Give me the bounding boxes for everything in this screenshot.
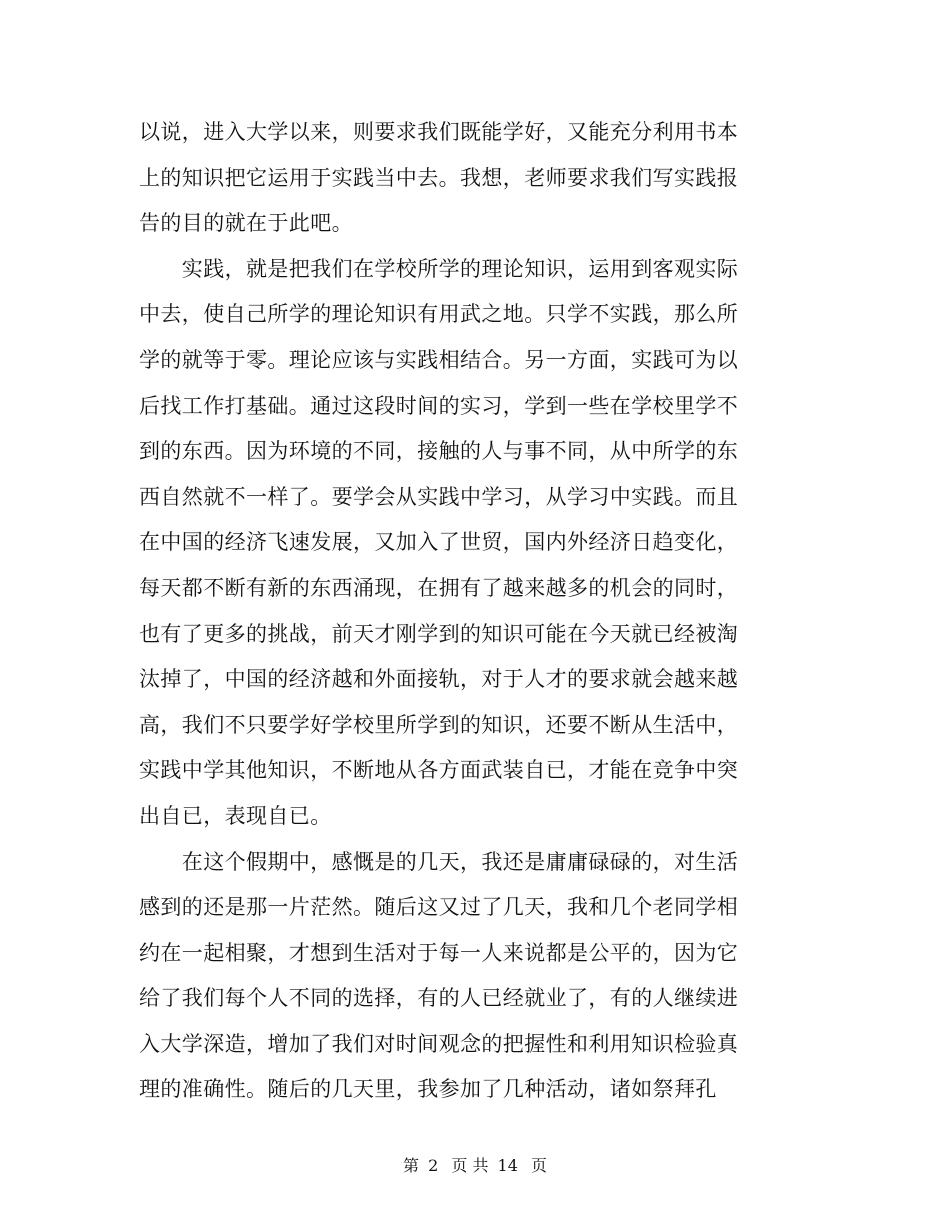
text-line: 实践中学其他知识，不断地从各方面武装自已，才能在竞争中突	[139, 758, 739, 783]
text-line: 上的知识把它运用于实践当中去。我想，老师要求我们写实践报	[139, 165, 739, 190]
text-line: 学的就等于零。理论应该与实践相结合。另一方面，实践可为以	[139, 347, 739, 372]
text-line: 高，我们不只要学好学校里所学到的知识，还要不断从生活中，	[139, 712, 739, 737]
text-line: 西自然就不一样了。要学会从实践中学习，从学习中实践。而且	[139, 484, 739, 509]
text-line: 每天都不断有新的东西涌现，在拥有了越来越多的机会的同时，	[139, 575, 739, 600]
text-line: 出自已，表现自已。	[139, 803, 332, 828]
text-line: 理的准确性。随后的几天里，我参加了几种活动，诸如祭拜孔	[139, 1077, 717, 1102]
text-line: 中去，使自己所学的理论知识有用武之地。只学不实践，那么所	[139, 302, 739, 327]
text-line: 告的目的就在于此吧。	[139, 211, 353, 236]
text-line: 实践，就是把我们在学校所学的理论知识，运用到客观实际	[139, 256, 739, 281]
page-number-current: 2	[428, 1156, 439, 1175]
text-line: 约在一起相聚，才想到生活对于每一人来说都是公平的，因为它	[139, 940, 739, 965]
text-line: 也有了更多的挑战，前天才刚学到的知识可能在今天就已经被淘	[139, 621, 739, 646]
text-line: 在中国的经济飞速发展，又加入了世贸，国内外经济日趋变化，	[139, 530, 739, 555]
body-text	[139, 110, 749, 1113]
page-footer	[0, 1153, 950, 1176]
text-line: 汰掉了，中国的经济越和外面接轨，对于人才的要求就会越来越	[139, 667, 739, 692]
text-line: 感到的还是那一片茫然。随后这又过了几天，我和几个老同学相	[139, 895, 739, 920]
text-line: 入大学深造，增加了我们对时间观念的把握性和利用知识检验真	[139, 1031, 739, 1056]
footer-suffix: 页	[531, 1156, 548, 1175]
footer-mid: 页 共	[451, 1156, 489, 1175]
text-line: 到的东西。因为环境的不同，接触的人与事不同，从中所学的东	[139, 439, 739, 464]
text-line: 在这个假期中，感慨是的几天，我还是庸庸碌碌的，对生活	[139, 849, 739, 874]
text-line: 给了我们每个人不同的选择，有的人已经就业了，有的人继续进	[139, 986, 739, 1011]
text-line: 后找工作打基础。通过这段时间的实习，学到一些在学校里学不	[139, 393, 739, 418]
text-line: 以说，进入大学以来，则要求我们既能学好，又能充分利用书本	[139, 120, 739, 144]
footer-prefix: 第	[402, 1156, 419, 1175]
page-number-total: 14	[497, 1156, 518, 1175]
